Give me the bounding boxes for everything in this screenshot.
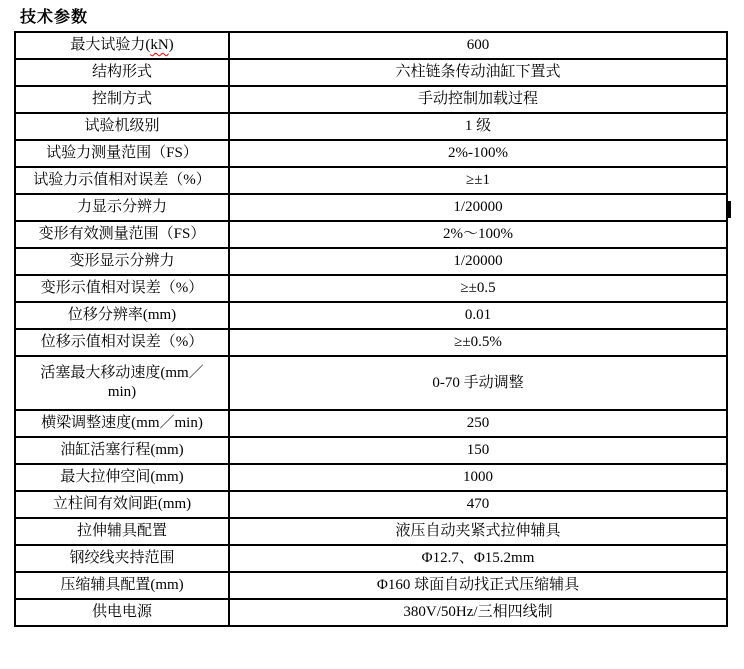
param-value-cell: ≥±0.5% [229,329,727,356]
param-value-cell: 手动控制加载过程 [229,86,727,113]
technical-parameters-table [14,31,728,627]
table-row [15,491,727,518]
param-label-cell: 试验机级别 [15,113,229,140]
page-title: 技术参数 [20,9,89,26]
param-value-cell: 1/20000 [229,194,727,221]
table-row [15,221,727,248]
table-row [15,302,727,329]
table-row [15,545,727,572]
table-row [15,572,727,599]
param-label-cell [15,32,229,59]
param-label-cell: 变形显示分辨力 [15,248,229,275]
param-label-cell: 试验力测量范围（FS） [15,140,229,167]
param-label-cell: 变形示值相对误差（%） [15,275,229,302]
param-value-cell: 2%-100% [229,140,727,167]
param-label-cell: 位移示值相对误差（%） [15,329,229,356]
table-row [15,410,727,437]
table-row [15,140,727,167]
param-value-cell: 1 级 [229,113,727,140]
table-row [15,194,727,221]
param-label-cell: 力显示分辨力 [15,194,229,221]
param-label-cell: 供电电源 [15,599,229,626]
table-row [15,599,727,626]
param-label-cell: 拉伸辅具配置 [15,518,229,545]
param-value-cell: 六柱链条传动油缸下置式 [229,59,727,86]
param-value-cell: Φ12.7、Φ15.2mm [229,545,727,572]
param-label-cell: 压缩辅具配置(mm) [15,572,229,599]
param-label-cell: 立柱间有效间距(mm) [15,491,229,518]
param-value-cell: ≥±1 [229,167,727,194]
table-row [15,464,727,491]
param-label-cell: 变形有效测量范围（FS） [15,221,229,248]
param-value-cell: 液压自动夹紧式拉伸辅具 [229,518,727,545]
param-value-cell: 1000 [229,464,727,491]
table-row [15,86,727,113]
table-row [15,275,727,302]
param-label-cell: 油缸活塞行程(mm) [15,437,229,464]
param-label-text: ) [168,37,174,54]
table-row [15,167,727,194]
param-value-cell: 0.01 [229,302,727,329]
param-value-cell: 1/20000 [229,248,727,275]
param-label-cell: 结构形式 [15,59,229,86]
table-row [15,248,727,275]
param-label-text: 最大试验力( [70,37,151,54]
param-value-cell: 380V/50Hz/三相四线制 [229,599,727,626]
table-row [15,32,727,59]
table-row [15,437,727,464]
param-value-cell: 250 [229,410,727,437]
param-label-line2: min) [107,384,137,400]
param-value-cell: Φ160 球面自动找正式压缩辅具 [229,572,727,599]
param-label-cell: 控制方式 [15,86,229,113]
table-row [15,518,727,545]
param-label-cell: 最大拉伸空间(mm) [15,464,229,491]
table-row [15,329,727,356]
param-label-cell: 位移分辨率(mm) [15,302,229,329]
table-row [15,59,727,86]
param-label-cell: 横梁调整速度(mm／min) [15,410,229,437]
param-label-cell [15,356,229,410]
param-value-cell: 600 [229,32,727,59]
param-value-cell: ≥±0.5 [229,275,727,302]
param-value-cell: 470 [229,491,727,518]
table-row [15,113,727,140]
table-row [15,356,727,410]
param-value-cell: 150 [229,437,727,464]
param-value-cell: 0-70 手动调整 [229,356,727,410]
param-label-cell: 钢绞线夹持范围 [15,545,229,572]
param-label-cell: 试验力示值相对误差（%） [15,167,229,194]
param-label-line1: 活塞最大移动速度(mm／ [40,365,204,382]
param-value-cell: 2%～100% [229,221,727,248]
spellcheck-underlined-text: kN [150,37,169,54]
text-cursor-artifact [728,201,731,218]
